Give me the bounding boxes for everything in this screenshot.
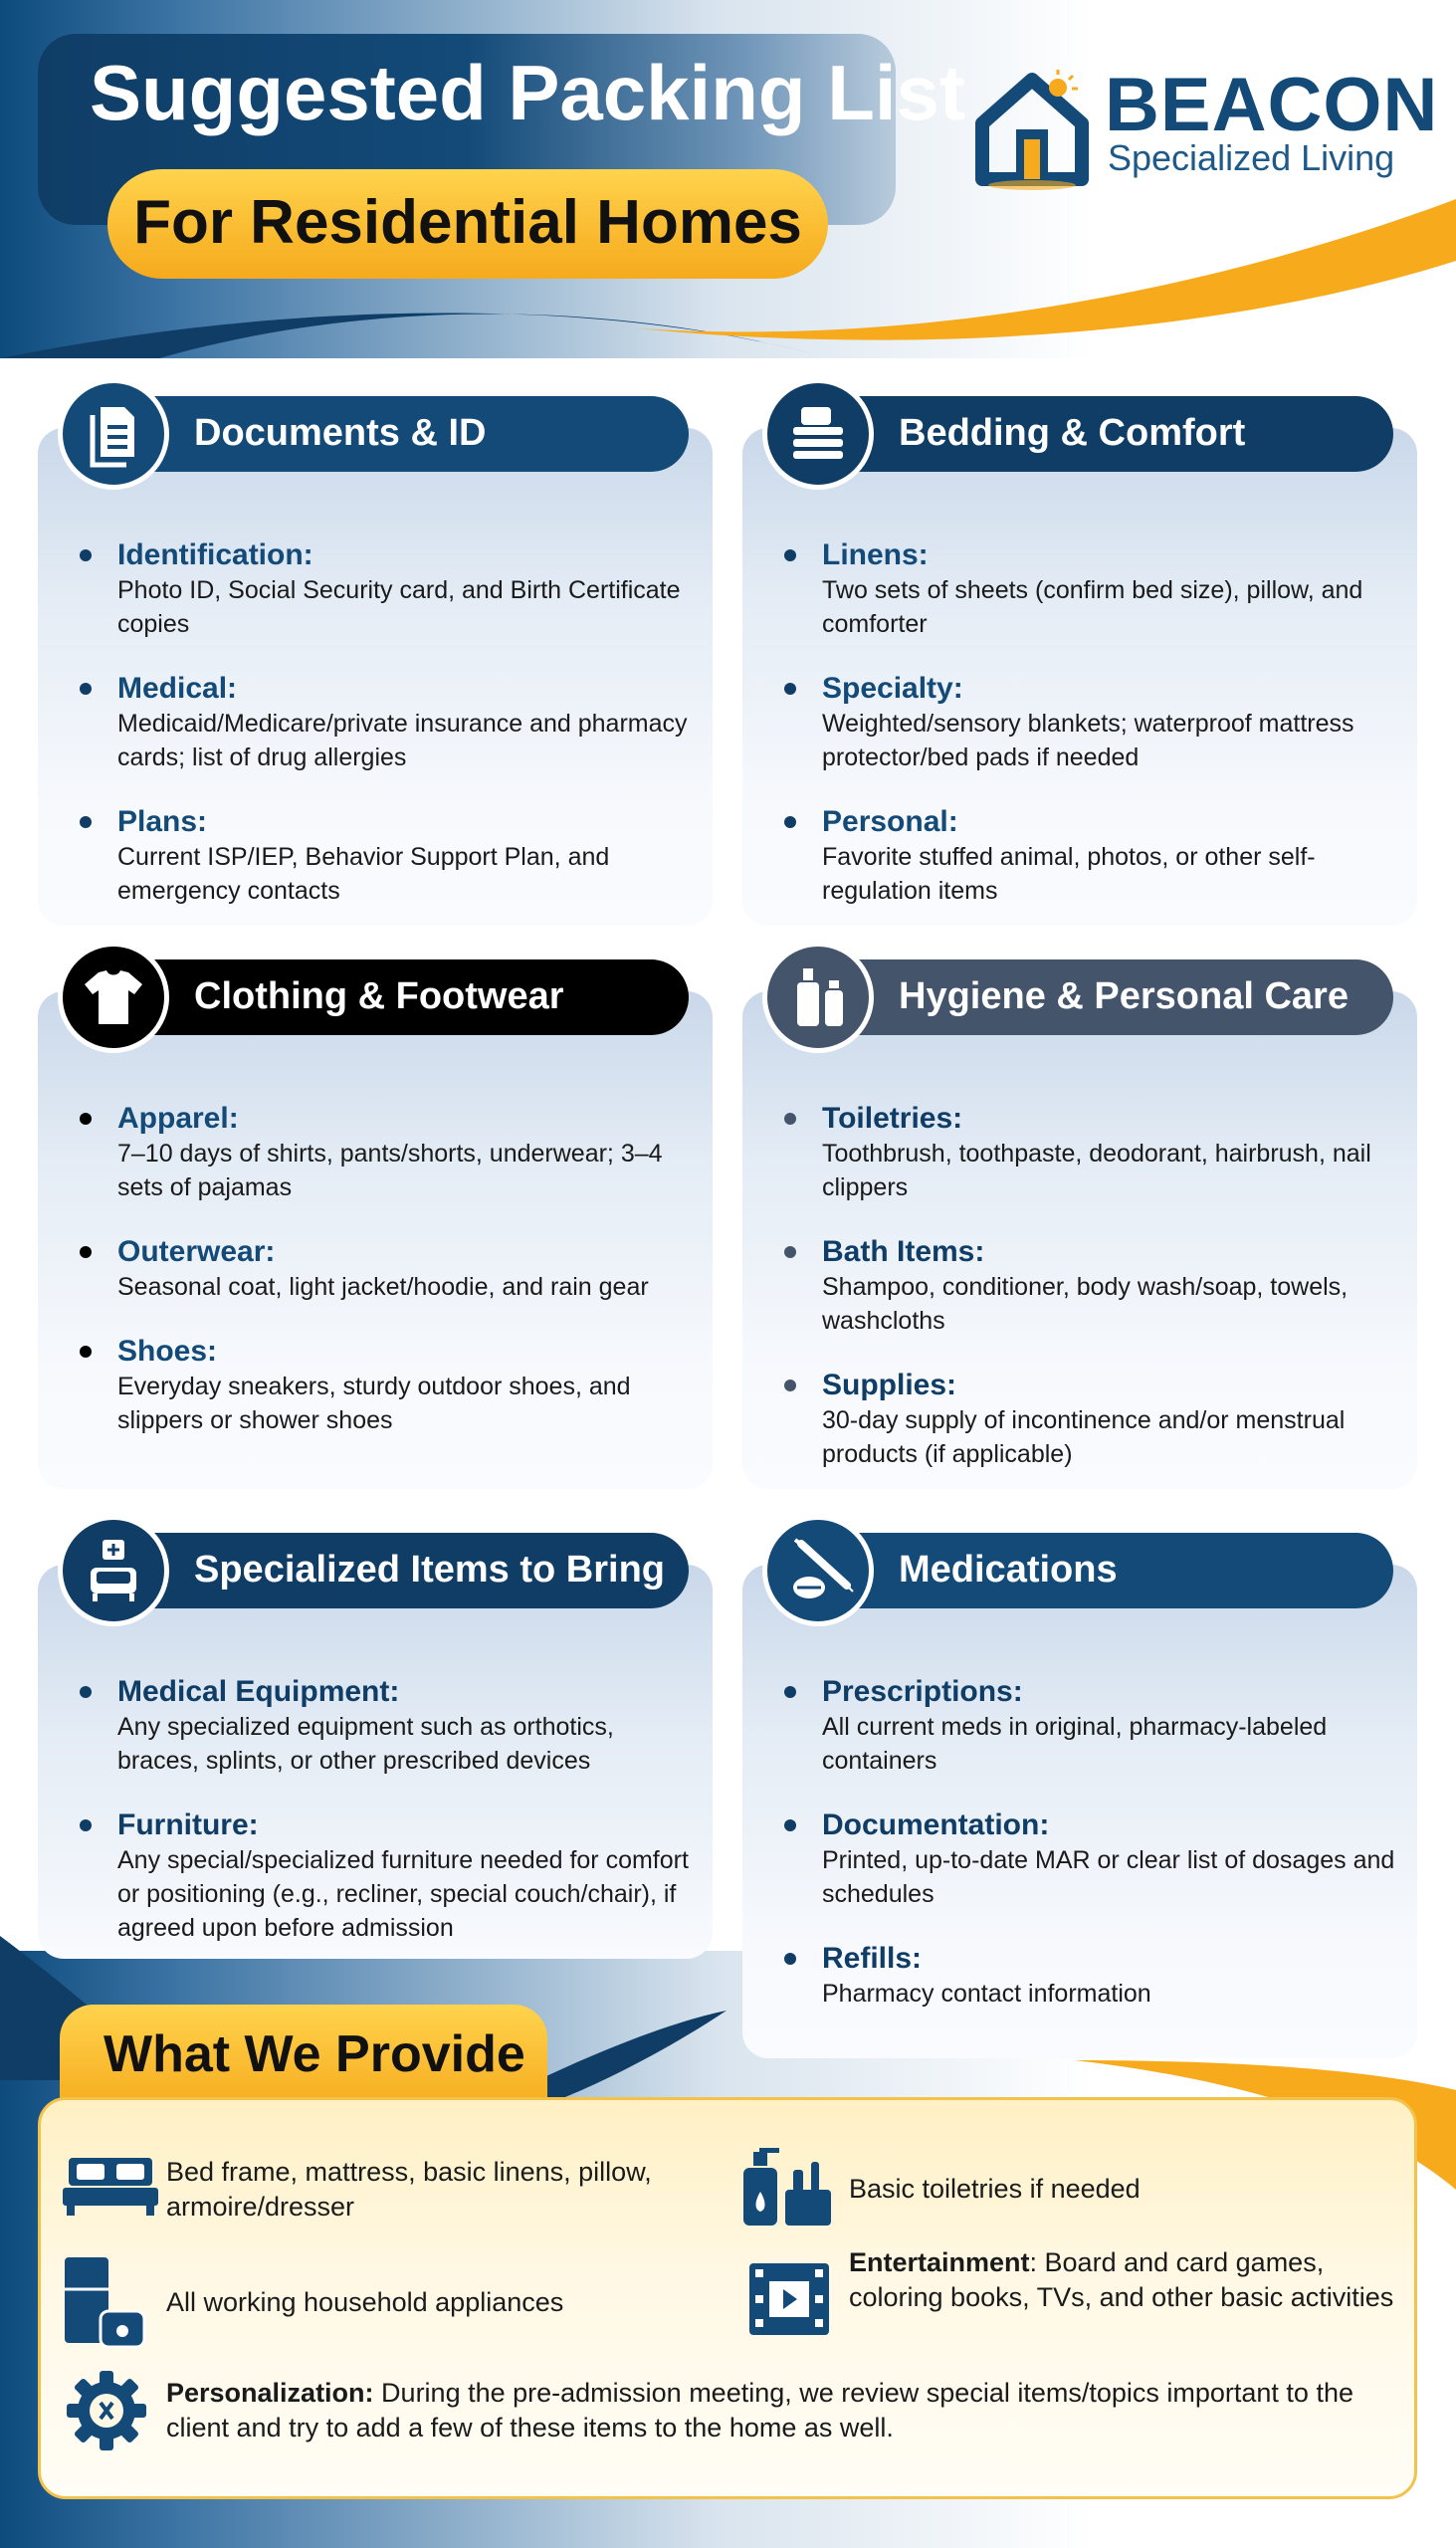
clothing-list [38,1101,713,1467]
item-title: Shoes: [117,1335,218,1368]
beacon-logo [970,62,1439,191]
item-title: Linens: [822,538,929,571]
medical-chair-icon [58,1515,169,1626]
list-item [742,1234,1417,1338]
section-title: Clothing & Footwear [194,975,564,1017]
item-desc: Toothbrush, toothpaste, deodorant, hairbrush, nail clippers [822,1140,1371,1201]
item-title: Outerwear: [117,1235,276,1268]
item-desc: 30-day supply of incontinence and/or menstrual products (if applicable) [822,1406,1346,1468]
syringe-pill-icon [762,1515,874,1626]
item-desc: Photo ID, Social Security card, and Birth Certificate copies [117,576,681,638]
item-title: Toiletries: [822,1102,963,1135]
bedding-header [804,396,1393,472]
item-desc: Any specialized equipment such as orthotics, braces, splints, or other prescribed devices [117,1713,614,1775]
bedding-list [742,537,1417,938]
item-title: Furniture: [117,1808,259,1841]
item-desc: Two sets of sheets (confirm bed size), pillow, and comforter [822,576,1363,638]
list-item [742,1941,1417,2011]
item-title: Medical: [117,672,238,705]
documents-card [38,428,713,926]
bedding-stack-icon [762,378,874,490]
specialized-list [38,1674,713,1975]
bed-icon [61,2150,160,2220]
medications-card [742,1565,1417,2058]
item-desc: Printed, up-to-date MAR or clear list of dosages and schedules [822,1846,1395,1908]
item-title: Apparel: [117,1102,239,1135]
document-icon [58,378,169,490]
item-title: Documentation: [822,1808,1050,1841]
item-title: Bath Items: [822,1235,985,1268]
list-item [742,1674,1417,1778]
clothing-card [38,991,713,1489]
item-desc: Pharmacy contact information [822,1980,1151,2008]
subtitle-pill [107,169,828,279]
provide-item-bed: Bed frame, mattress, basic linens, pillow, armoire/dresser [166,2157,652,2222]
hygiene-card [742,991,1417,1489]
appliances-icon [61,2253,150,2353]
list-item [38,1334,713,1437]
list-item [742,804,1417,908]
provide-box [38,2097,1417,2499]
list-item [38,804,713,908]
list-item [742,1101,1417,1204]
gear-icon [65,2369,148,2452]
item-desc: Weighted/sensory blankets; waterproof mattress protector/bed pads if needed [822,710,1354,771]
list-item [742,537,1417,641]
item-title: Refills: [822,1942,923,1975]
section-title: Specialized Items to Bring [194,1549,665,1591]
hygiene-list [742,1101,1417,1501]
medications-list [742,1674,1417,2040]
list-item [38,537,713,641]
list-item [38,1674,713,1778]
item-desc: Favorite stuffed animal, photos, or other self-regulation items [822,843,1316,905]
specialized-card [38,1565,713,1959]
documents-list [38,537,713,938]
section-title: Bedding & Comfort [899,412,1246,454]
film-icon [745,2255,833,2341]
list-item [38,671,713,774]
item-desc: All current meds in original, pharmacy-labeled containers [822,1713,1328,1775]
logo-name: BEACON [1105,63,1439,147]
list-item [742,1368,1417,1471]
list-item [38,1234,713,1304]
section-title: Medications [899,1549,1118,1591]
clothing-header [100,959,689,1035]
item-title: Medical Equipment: [117,1675,400,1708]
list-item [38,1807,713,1945]
item-desc: Seasonal coat, light jacket/hoodie, and rain gear [117,1273,649,1301]
provide-item-entertainment: Entertainment: Board and card games, coloring books, TVs, and other basic activities [849,2247,1394,2312]
item-desc: Shampoo, conditioner, body wash/soap, towels, washcloths [822,1273,1349,1335]
section-title: Documents & ID [194,412,487,454]
item-desc: Everyday sneakers, sturdy outdoor shoes, and slippers or shower shoes [117,1373,631,1434]
list-item [38,1101,713,1204]
specialized-header [100,1533,689,1608]
item-title: Plans: [117,805,208,838]
logo-tagline: Specialized Living [1108,137,1395,178]
provide-item-toiletries: Basic toiletries if needed [849,2174,1141,2204]
provide-item-appliances: All working household appliances [166,2287,564,2317]
bedding-card [742,428,1417,926]
section-title: Hygiene & Personal Care [899,975,1349,1017]
item-desc: 7–10 days of shirts, pants/shorts, underwear; 3–4 sets of pajamas [117,1140,663,1201]
house-lighthouse-icon [970,62,1095,191]
toiletries-icon [737,2144,837,2230]
item-desc: Any special/specialized furniture needed for comfort or positioning (e.g., recliner, special couch/chair), if agreed upon before admission [117,1846,689,1942]
page-subtitle: For Residential Homes [133,188,802,257]
list-item [742,671,1417,774]
item-title: Prescriptions: [822,1675,1023,1708]
provide-item-personalization: Personalization: During the pre-admission meeting, we review special items/topics important to the client and try to add a few of these items to the home as well. [166,2378,1353,2442]
item-title: Personal: [822,805,958,838]
item-title: Identification: [117,538,313,571]
hygiene-header [804,959,1393,1035]
provide-title: What We Provide [104,2025,525,2083]
page-title: Suggested Packing List [90,49,965,136]
item-title: Supplies: [822,1369,957,1401]
item-desc: Medicaid/Medicare/private insurance and pharmacy cards; list of drug allergies [117,710,688,771]
toiletry-bottles-icon [762,942,874,1053]
list-item [742,1807,1417,1911]
item-desc: Current ISP/IEP, Behavior Support Plan, and emergency contacts [117,843,610,905]
item-title: Specialty: [822,672,963,705]
documents-header [100,396,689,472]
tshirt-icon [58,942,169,1053]
medications-header [804,1533,1393,1608]
